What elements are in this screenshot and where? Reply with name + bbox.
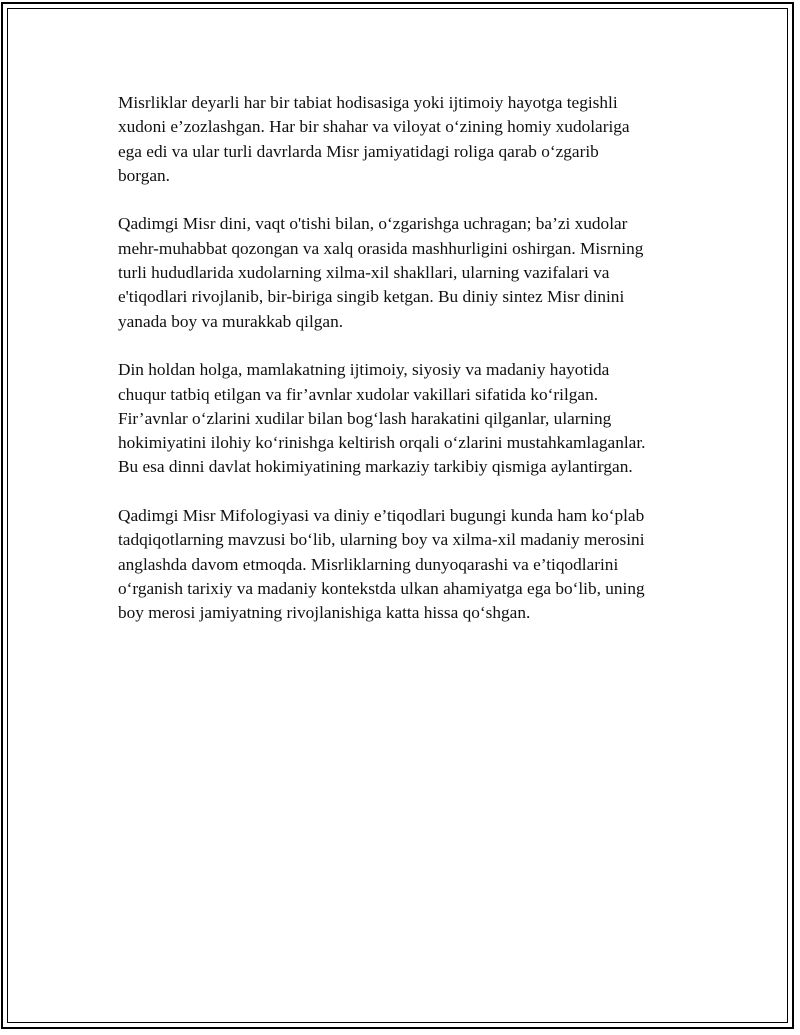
text-line: Bu esa dinni davlat hokimiyatining markaziy tarkibiy qismiga aylantirgan. <box>118 457 633 477</box>
text-line: borgan. <box>118 165 170 185</box>
text-line: yanada boy va murakkab qilgan. <box>118 311 344 331</box>
paragraph-4 <box>118 504 698 625</box>
text-line: tadqiqotlarning mavzusi bo‘lib, ularning boy va xilma-xil madaniy merosini <box>118 530 645 550</box>
text-line: anglashda davom etmoqda. Misrliklarning dunyoqarashi va e’tiqodlarini <box>118 554 619 574</box>
text-line: Din holdan holga, mamlakatning ijtimoiy, siyosiy va madaniy hayotida <box>118 360 610 380</box>
text-line: Misrliklar deyarli har bir tabiat hodisasiga yoki ijtimoiy hayotga tegishli <box>118 93 618 112</box>
text-line: xudoni e’zozlashgan. Har bir shahar va viloyat o‘zining homiy xudolariga <box>118 117 630 137</box>
text-line: e'tiqodlari rivojlanib, bir-biriga singib ketgan. Bu diniy sintez Misr dinini <box>118 287 625 307</box>
paragraph-3 <box>118 358 698 479</box>
text-line: o‘rganish tarixiy va madaniy kontekstda ulkan ahamiyatga ega bo‘lib, uning <box>118 578 645 598</box>
document-body <box>118 91 698 650</box>
text-line: Qadimgi Misr Mifologiyasi va diniy e’tiqodlari bugungi kunda ham ko‘plab <box>118 506 645 526</box>
text-line: Fir’avnlar o‘zlarini xudilar bilan bog‘lash harakatini qilganlar, ularning <box>118 408 612 428</box>
text-line: mehr-muhabbat qozongan va xalq orasida mashhurligini oshirgan. Misrning <box>118 238 644 258</box>
text-line: hokimiyatini ilohiy ko‘rinishga keltirish orqali o‘zlarini mustahkamlaganlar. <box>118 433 646 453</box>
text-line: boy merosi jamiyatning rivojlanishiga katta hissa qo‘shgan. <box>118 603 531 623</box>
text-line: Qadimgi Misr dini, vaqt o'tishi bilan, o‘zgarishga uchragan; ba’zi xudolar <box>118 214 628 234</box>
paragraph-2 <box>118 212 698 333</box>
text-line: chuqur tatbiq etilgan va fir’avnlar xudolar vakillari sifatida ko‘rilgan. <box>118 384 599 404</box>
text-line: turli hududlarida xudolarning xilma-xil shakllari, ularning vazifalari va <box>118 263 610 283</box>
paragraph-1 <box>118 91 698 188</box>
text-line: ega edi va ular turli davrlarda Misr jamiyatidagi roliga qarab o‘zgarib <box>118 141 599 161</box>
